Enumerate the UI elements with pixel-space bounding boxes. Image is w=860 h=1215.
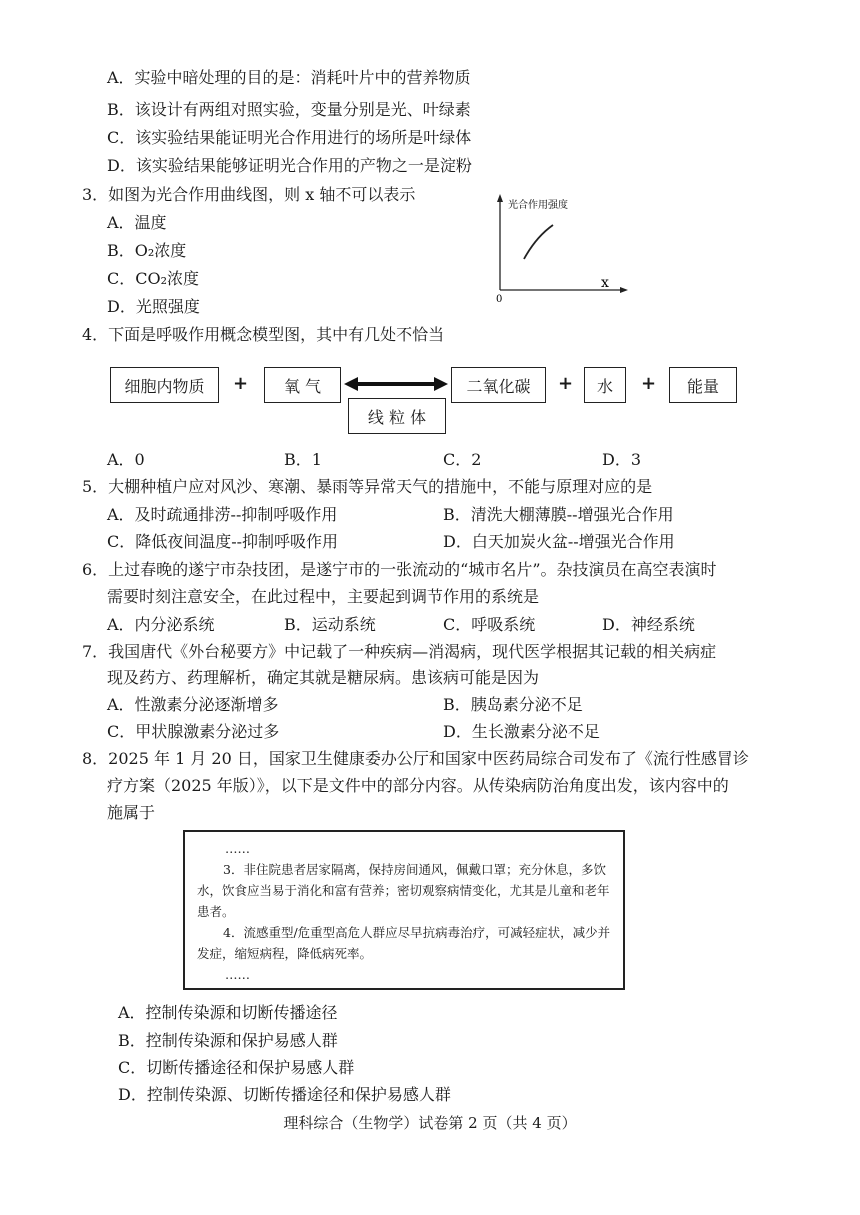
q5-stem: 5．大棚种植户应对风沙、寒潮、暴雨等异常天气的措施中，不能与原理对应的是 (82, 477, 653, 496)
plus-sign-3: + (641, 373, 657, 394)
q7-stem-line-1: 7．我国唐代《外台秘要方》中记载了一种疾病—消渴病，现代医学根据其记载的相关病症 (82, 642, 717, 661)
q2-option-d: D．该实验结果能够证明光合作用的产物之一是淀粉 (107, 156, 472, 175)
q8-option-d: D．控制传染源、切断传播途径和保护易感人群 (118, 1085, 451, 1104)
graph-x-label: x (601, 275, 609, 291)
q3-stem: 3．如图为光合作用曲线图，则 x 轴不可以表示 (82, 185, 416, 204)
q7-option-b: B．胰岛素分泌不足 (443, 695, 583, 714)
box-cell-matter: 细胞内物质 (110, 367, 219, 403)
q8-stem-line-3: 施属于 (107, 803, 156, 822)
notice-ellipsis-bottom: …… (225, 967, 250, 982)
graph-origin-label: 0 (496, 294, 503, 305)
q4-option-a: A．0 (107, 450, 145, 469)
q3-option-c: C．CO₂浓度 (107, 269, 200, 288)
q3-option-b: B．O₂浓度 (107, 241, 187, 260)
notice-ellipsis-top: …… (225, 841, 250, 856)
notice-item-4: 4．流感重型/危重型高危人群应尽早抗病毒治疗，可减轻症状，减少并发症，缩短病程，降低病死率。 (197, 925, 611, 961)
q7-stem-line-2: 现及药方、药理解析，确定其就是糖尿病。患该病可能是因为 (107, 668, 540, 687)
q8-option-b: B．控制传染源和保护易感人群 (118, 1031, 338, 1050)
photosynthesis-graph (488, 192, 633, 307)
q7-option-d: D．生长激素分泌不足 (443, 722, 600, 741)
q8-option-a: A．控制传染源和切断传播途径 (118, 1003, 338, 1022)
box-mitochondria: 线 粒 体 (348, 398, 446, 434)
box-energy: 能量 (669, 367, 737, 403)
q2-option-b: B．该设计有两组对照实验，变量分别是光、叶绿素 (107, 100, 471, 119)
notice-excerpt-box (183, 830, 625, 990)
graph-y-label: 光合作用强度 (508, 200, 568, 211)
double-arrow (344, 374, 448, 394)
box-oxygen: 氧 气 (264, 367, 341, 403)
q6-option-d: D．神经系统 (602, 615, 695, 634)
box-water: 水 (584, 367, 626, 403)
q8-stem-line-2: 疗方案（2025 年版）》，以下是文件中的部分内容。从传染病防治角度出发，该内容中的 (107, 776, 729, 795)
q4-stem: 4．下面是呼吸作用概念模型图，其中有几处不恰当 (82, 325, 445, 344)
page-footer: 理科综合（生物学）试卷第 2 页（共 4 页） (283, 1114, 577, 1132)
q2-option-a: A．实验中暗处理的目的是：消耗叶片中的营养物质 (107, 68, 471, 87)
q6-option-b: B．运动系统 (284, 615, 376, 634)
q8-stem-line-1: 8．2025 年 1 月 20 日，国家卫生健康委办公厅和国家中医药局综合司发布了《流行性感冒诊 (82, 749, 749, 768)
q5-option-d: D．白天加炭火盆--增强光合作用 (443, 532, 675, 551)
box-carbon-dioxide: 二氧化碳 (451, 367, 546, 403)
plus-sign-2: + (558, 373, 574, 394)
plus-sign-1: + (233, 373, 249, 394)
q7-option-a: A．性激素分泌逐渐增多 (107, 695, 279, 714)
q5-option-c: C．降低夜间温度--抑制呼吸作用 (107, 532, 339, 551)
q3-option-a: A．温度 (107, 213, 167, 232)
q7-option-c: C．甲状腺激素分泌过多 (107, 722, 280, 741)
q6-option-c: C．呼吸系统 (443, 615, 536, 634)
q4-option-c: C．2 (443, 450, 482, 469)
q4-option-b: B．1 (284, 450, 322, 469)
q6-option-a: A．内分泌系统 (107, 615, 215, 634)
notice-item-3: 3．非住院患者居家隔离，保持房间通风，佩戴口罩；充分休息，多饮水，饮食应当易于消化和富有营养；密切观察病情变化，尤其是儿童和老年患者。 (197, 862, 610, 919)
q3-option-d: D．光照强度 (107, 297, 200, 316)
q4-option-d: D．3 (602, 450, 642, 469)
q5-option-b: B．清洗大棚薄膜--增强光合作用 (443, 505, 674, 524)
q2-option-c: C．该实验结果能证明光合作用进行的场所是叶绿体 (107, 128, 472, 147)
q5-option-a: A．及时疏通排涝--抑制呼吸作用 (107, 505, 338, 524)
q8-option-c: C．切断传播途径和保护易感人群 (118, 1058, 355, 1077)
q6-stem-line-2: 需要时刻注意安全，在此过程中，主要起到调节作用的系统是 (107, 587, 540, 606)
q6-stem-line-1: 6．上过春晚的遂宁市杂技团，是遂宁市的一张流动的“城市名片”。杂技演员在高空表演时 (82, 560, 717, 579)
